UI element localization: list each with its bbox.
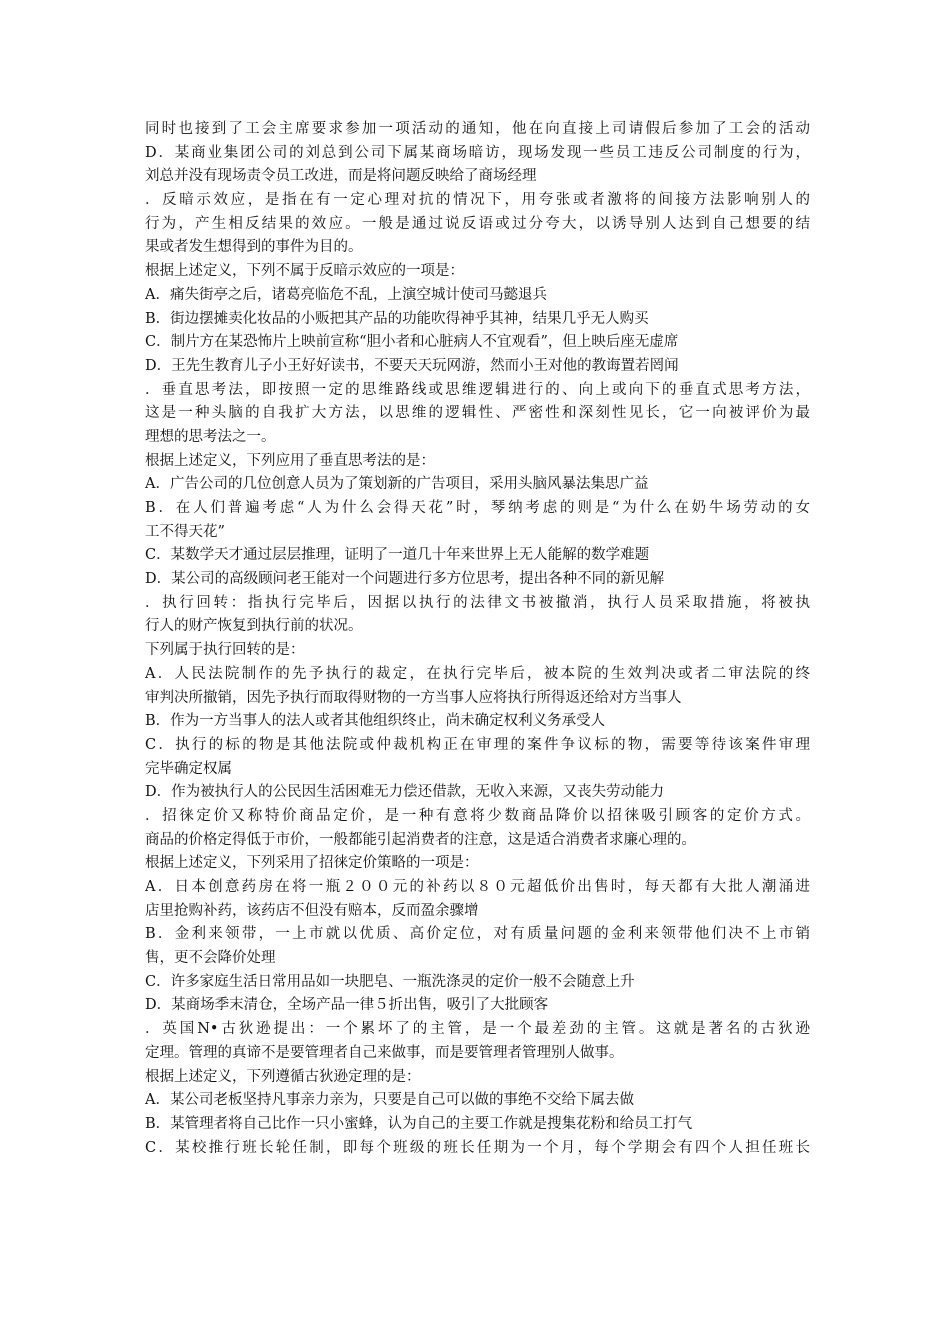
text-line: 工不得天花” — [145, 523, 225, 540]
text-line: A．某公司老板坚持凡事亲力亲为，只要是自己可以做的事绝不交给下属去做 — [145, 1092, 634, 1109]
text-line: B．街边摆摊卖化妆品的小贩把其产品的功能吹得神乎其神，结果几乎无人购买 — [145, 310, 649, 327]
text-line: A．广告公司的几位创意人员为了策划新的广告项目，采用头脑风暴法集思广益 — [145, 476, 649, 493]
text-line: 刘总并没有现场责令员工改进，而是将问题反映给了商场经理 — [145, 168, 537, 185]
text-line: 定理。管理的真谛不是要管理者自己来做事，而是要管理者管理别人做事。 — [145, 1044, 624, 1061]
text-line: D．某商场季末清仓，全场产品一律５折出售，吸引了大批顾客 — [145, 997, 549, 1014]
text-line: D．某商业集团公司的刘总到公司下属某商场暗访，现场发现一些员工违反公司制度的行为， — [145, 144, 810, 161]
text-line: D．某公司的高级顾问老王能对一个问题进行多方位思考，提出各种不同的新见解 — [145, 571, 665, 588]
text-line: 审判决所撤销，因先予执行而取得财物的一方当事人应将执行所得返还给对方当事人 — [145, 689, 682, 706]
text-line: B．作为一方当事人的法人或者其他组织终止，尚未确定权利义务承受人 — [145, 713, 606, 730]
text-line: ．执行回转：指执行完毕后，因据以执行的法律文书被撤消，执行人员采取措施，将被执 — [145, 594, 810, 611]
text-line: C．许多家庭生活日常用品如一块肥皂、一瓶洗涤灵的定价一般不会随意上升 — [145, 973, 635, 990]
text-line: 售，更不会降价处理 — [145, 950, 276, 967]
text-line: 商品的价格定得低于市价，一般都能引起消费者的注意，这是适合消费者求廉心理的。 — [145, 831, 696, 848]
text-line: D．王先生教育儿子小王好好读书，不要天天玩网游，然而小王对他的教诲置若罔闻 — [145, 357, 679, 374]
text-line: B．金利来领带，一上市就以优质、高价定位，对有质量问题的金利来领带他们决不上市销 — [145, 926, 810, 943]
text-line: 根据上述定义，下列应用了垂直思考法的是： — [145, 452, 435, 469]
text-line: C．执行的标的物是其他法院或仲裁机构正在审理的案件争议标的物，需要等待该案件审理 — [145, 736, 810, 753]
text-line: 这是一种头脑的自我扩大方法，以思维的逻辑性、严密性和深刻性见长，它一向被评价为最 — [145, 405, 810, 422]
text-line: 行人的财产恢复到执行前的状况。 — [145, 618, 363, 635]
text-line: B．在人们普遍考虑“人为什么会得天花”时，琴纳考虑的则是“为什么在奶牛场劳动的女 — [145, 500, 810, 516]
text-line: 根据上述定义，下列不属于反暗示效应的一项是： — [145, 263, 464, 280]
text-line: ．招徕定价又称特价商品定价，是一种有意将少数商品降价以招徕吸引顾客的定价方式。 — [145, 807, 810, 824]
text-line: 店里抢购补药，该药店不但没有赔本，反而盈余骤增 — [145, 902, 479, 919]
text-line: 果或者发生想得到的事件为目的。 — [145, 239, 363, 256]
text-line: C．某数学天才通过层层推理，证明了一道几十年来世界上无人能解的数学难题 — [145, 547, 650, 564]
text-line: 理想的思考法之一。 — [145, 428, 276, 445]
text-line: 完毕确定权属 — [145, 760, 232, 777]
document-body — [145, 118, 810, 1160]
text-line: 根据上述定义，下列遵循古狄逊定理的是： — [145, 1068, 421, 1085]
text-line: 行为，产生相反结果的效应。一般是通过说反语或过分夸大，以诱导别人达到自己想要的结 — [145, 215, 810, 232]
text-line: A．人民法院制作的先予执行的裁定，在执行完毕后，被本院的生效判决或者二审法院的终 — [145, 665, 810, 682]
text-line: ．反暗示效应，是指在有一定心理对抗的情况下，用夸张或者激将的间接方法影响别人的 — [145, 192, 810, 209]
text-line: D．作为被执行人的公民因生活困难无力偿还借款，无收入来源，又丧失劳动能力 — [145, 784, 665, 801]
text-line: 下列属于执行回转的是： — [145, 642, 305, 659]
text-line: ．英国N•古狄逊提出：一个累坏了的主管，是一个最差劲的主管。这就是著名的古狄逊 — [145, 1021, 810, 1038]
text-line: A．日本创意药房在将一瓶２００元的补药以８０元超低价出售时，每天都有大批人潮涌进 — [145, 879, 810, 895]
text-line: C．制片方在某恐怖片上映前宣称“胆小者和心脏病人不宜观看”，但上映后座无虚席 — [145, 334, 679, 351]
text-line: 同时也接到了工会主席要求参加一项活动的通知，他在向直接上司请假后参加了工会的活动 — [145, 121, 810, 137]
text-line: A．痛失街亭之后，诸葛亮临危不乱，上演空城计使司马懿退兵 — [145, 286, 547, 303]
text-line: C．某校推行班长轮任制，即每个班级的班长任期为一个月，每个学期会有四个人担任班长 — [145, 1139, 810, 1156]
text-line: ．垂直思考法，即按照一定的思维路线或思维逻辑进行的、向上或向下的垂直式思考方法， — [145, 381, 810, 398]
text-line: B．某管理者将自己比作一只小蜜蜂，认为自己的主要工作就是搜集花粉和给员工打气 — [145, 1115, 693, 1132]
text-line: 根据上述定义，下列采用了招徕定价策略的一项是： — [145, 855, 479, 872]
